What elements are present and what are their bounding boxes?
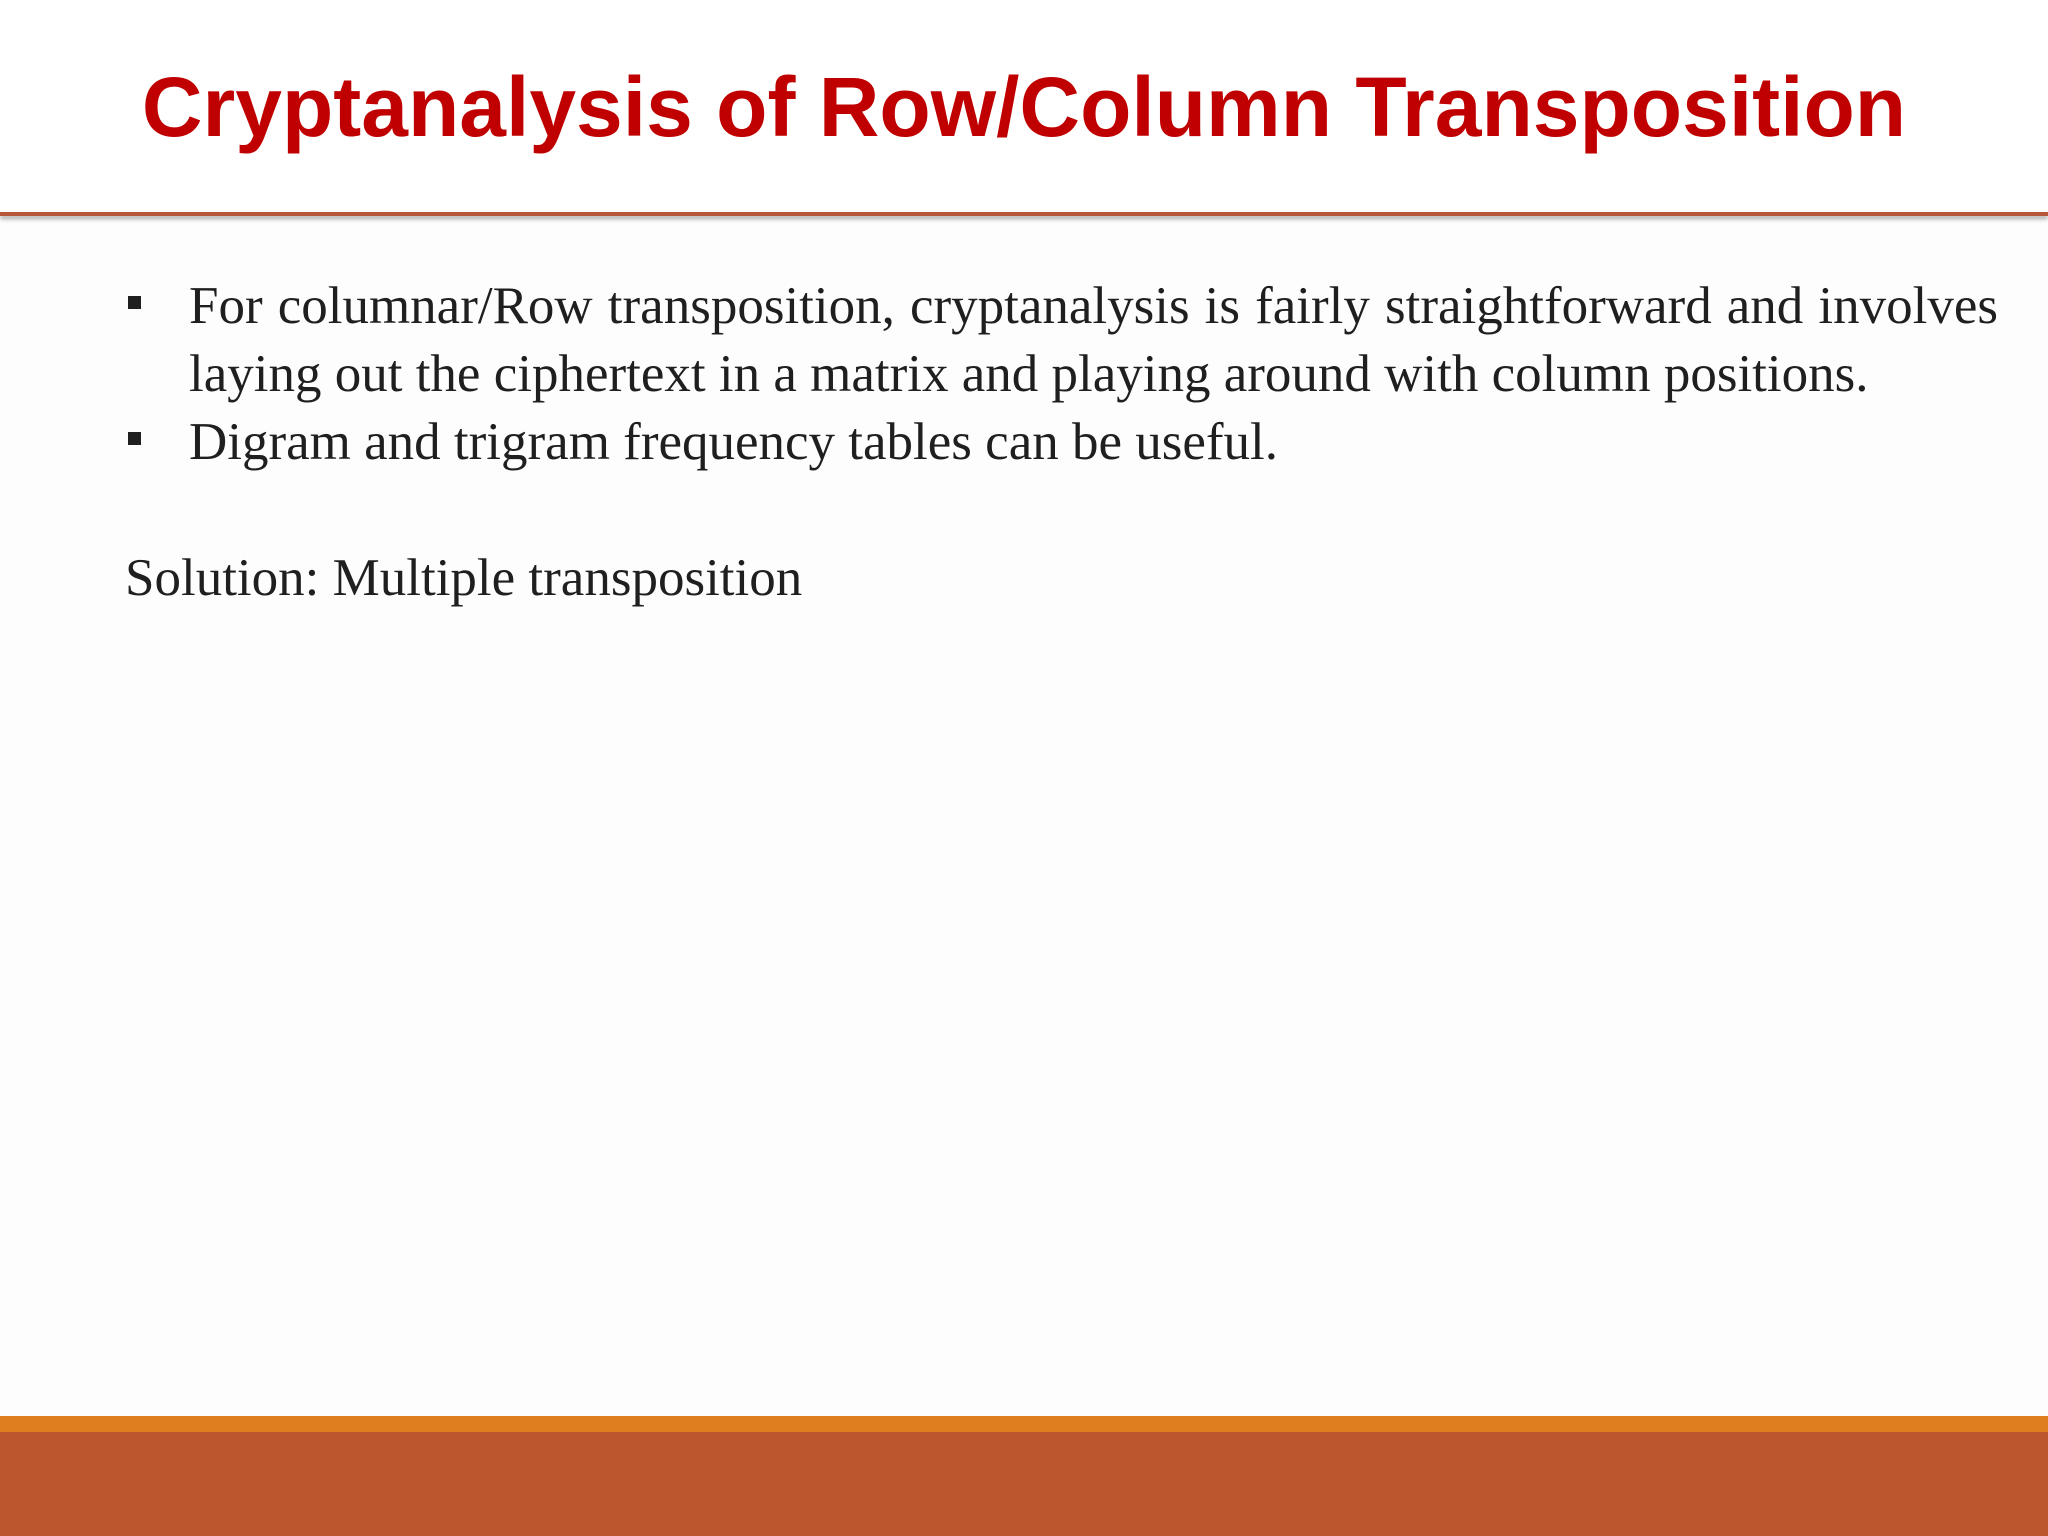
slide-content [125,272,1998,612]
footer-accent-stripe [0,1416,2048,1432]
bullet-text: Digram and trigram frequency tables can be useful. [189,413,1279,471]
title-area [0,0,2048,212]
square-bullet-icon [128,432,141,445]
bullet-list [125,272,1998,476]
slide-title: Cryptanalysis of Row/Column Transposition [141,60,1907,154]
bullet-item [125,408,1998,476]
bullet-text: For columnar/Row transposition, cryptanalysis is fairly straightforward and involves laying out the ciphertext in a matrix and playing around with column positions. [189,277,1998,403]
title-divider [0,212,2048,216]
square-bullet-icon [128,296,141,309]
bullet-item [125,272,1998,408]
footer-bar [0,1432,2048,1536]
solution-text: Solution: Multiple transposition [125,549,803,607]
